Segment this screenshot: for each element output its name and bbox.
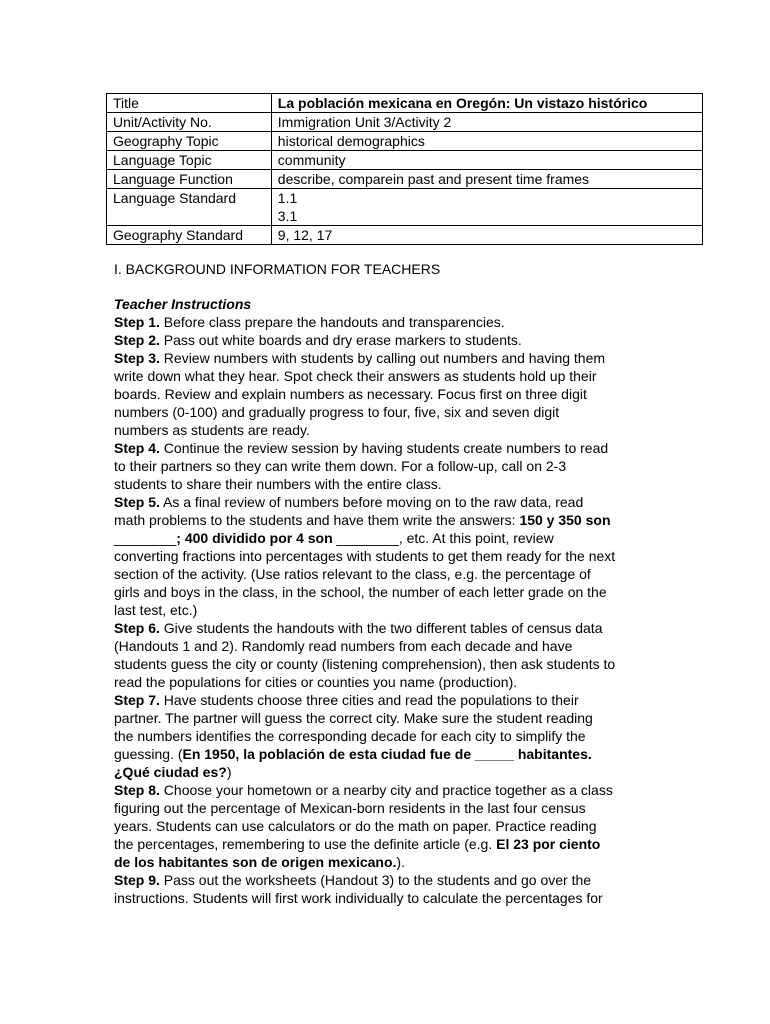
row-label: Language Topic [107,151,272,170]
text-segment: Pass out white boards and dry erase markers to students. [159,332,522,348]
text-line [114,601,674,619]
bold-text: Step 2. [114,332,160,348]
row-label: Geography Standard [107,226,272,245]
text-segment: write down what they hear. Spot check their answers as students hold up their [114,368,597,384]
text-segment: to their partners so they can write them down. For a follow-up, call on 2-3 [114,458,567,474]
text-segment: Pass out the worksheets (Handout 3) to the students and go over the [159,872,592,888]
text-line [114,853,674,871]
text-segment: Review numbers with students by calling out numbers and having them [159,350,606,366]
text-line [114,565,674,583]
text-line [114,709,674,727]
text-segment: numbers (0-100) and gradually progress to four, five, six and seven digit [114,404,560,420]
text-line [114,871,674,889]
row-value: describe, comparein past and present time frames [271,170,702,189]
text-segment: math problems to the students and have them write the answers: [114,512,520,528]
text-segment: years. Students can use calculators or do the math on paper. Practice reading [114,818,597,834]
table-row [107,113,703,132]
bold-text: Step 7. [114,692,160,708]
bold-text: Step 9. [114,872,160,888]
row-label: Title [107,94,272,113]
bold-text: 150 y 350 son [519,512,611,528]
text-segment: last test, etc.) [114,602,198,618]
text-line [114,691,674,709]
text-segment: (Handouts 1 and 2). Randomly read numbers from each decade and have [114,638,573,654]
text-line [114,673,674,691]
table-row [107,151,703,170]
section-heading: I. BACKGROUND INFORMATION FOR TEACHERS [114,261,441,277]
text-segment: ) [226,764,232,780]
row-value: Immigration Unit 3/Activity 2 [271,113,702,132]
bold-text: Step 5. [114,494,160,510]
bold-text: ; 400 dividido por 4 son [176,530,333,546]
text-line [114,349,674,367]
text-line [114,385,674,403]
text-line [114,799,674,817]
row-value: La población mexicana en Oregón: Un vistazo histórico [271,94,702,113]
text-line [114,835,674,853]
bold-text: de los habitantes son de origen mexicano. [114,854,397,870]
text-segment: students to share their numbers with the entire class. [114,476,442,492]
text-segment: Before class prepare the handouts and transparencies. [159,314,505,330]
text-segment: ________ [114,530,177,546]
text-line [114,529,674,547]
text-line [114,457,674,475]
text-line [114,403,674,421]
table-row [107,132,703,151]
bold-text: Step 1. [114,314,160,330]
row-label: Language Standard [107,189,272,226]
text-segment: guessing. ( [114,746,183,762]
table-row [107,226,703,245]
text-line [114,637,674,655]
text-line [114,745,674,763]
text-line [114,781,674,799]
text-segment: Continue the review session by having students create numbers to read [159,440,609,456]
text-segment: boards. Review and explain numbers as necessary. Focus first on three digit [114,386,587,402]
text-segment: partner. The partner will guess the correct city. Make sure the student reading [114,710,593,726]
text-line [114,547,674,565]
text-segment: the percentages, remembering to use the definite article (e.g. [114,836,497,852]
row-label: Language Function [107,170,272,189]
text-line [114,475,674,493]
row-value: historical demographics [271,132,702,151]
table-row [107,189,703,226]
bold-text: Step 4. [114,440,160,456]
text-segment: converting fractions into percentages with students to get them ready for the next [114,548,616,564]
row-value: 9, 12, 17 [271,226,702,245]
text-segment: read the populations for cities or counties you name (production). [114,674,518,690]
row-value: community [271,151,702,170]
text-line [114,313,674,331]
row-value-line: 3.1 [277,208,298,224]
text-line [114,619,674,637]
bold-text: ¿Qué ciudad es? [114,764,227,780]
table-row [107,94,703,113]
teacher-instructions [114,295,674,907]
row-label: Geography Topic [107,132,272,151]
row-label: Unit/Activity No. [107,113,272,132]
text-segment: Give students the handouts with the two different tables of census data [159,620,603,636]
text-line [114,493,674,511]
text-segment: numbers as students are ready. [114,422,310,438]
text-line [114,511,674,529]
text-segment: section of the activity. (Use ratios relevant to the class, e.g. the percentage of [114,566,591,582]
bold-text: En 1950, la población de esta ciudad fue de _____ habitantes. [182,746,592,762]
text-line [114,727,674,745]
text-segment: students guess the city or county (listening comprehension), then ask students to [114,656,616,672]
bold-text: Step 3. [114,350,160,366]
text-segment: Choose your hometown or a nearby city and practice together as a class [159,782,613,798]
text-segment: figuring out the percentage of Mexican-born residents in the last four census [114,800,586,816]
text-segment: ________, etc. At this point, review [332,530,554,546]
table-row [107,170,703,189]
text-segment: As a final review of numbers before moving on to the raw data, read [159,494,584,510]
row-value [271,189,702,226]
bold-text: Step 6. [114,620,160,636]
bold-text: Step 8. [114,782,160,798]
text-line [114,583,674,601]
text-line [114,439,674,457]
text-segment: instructions. Students will first work individually to calculate the percentages for [114,890,603,906]
text-line [114,763,674,781]
text-segment: ). [396,854,405,870]
text-segment: the numbers identifies the corresponding decade for each city to simplify the [114,728,586,744]
text-segment: girls and boys in the class, in the school, the number of each letter grade on the [114,584,607,600]
bold-text: El 23 por ciento [496,836,601,852]
activity-info-table [106,93,703,245]
text-line [114,421,674,439]
row-value-line: 1.1 [277,190,298,206]
text-line [114,889,674,907]
text-line [114,817,674,835]
instructions-heading: Teacher Instructions [114,296,252,312]
text-line [114,367,674,385]
text-segment: Have students choose three cities and read the populations to their [159,692,579,708]
text-line [114,655,674,673]
text-line [114,331,674,349]
